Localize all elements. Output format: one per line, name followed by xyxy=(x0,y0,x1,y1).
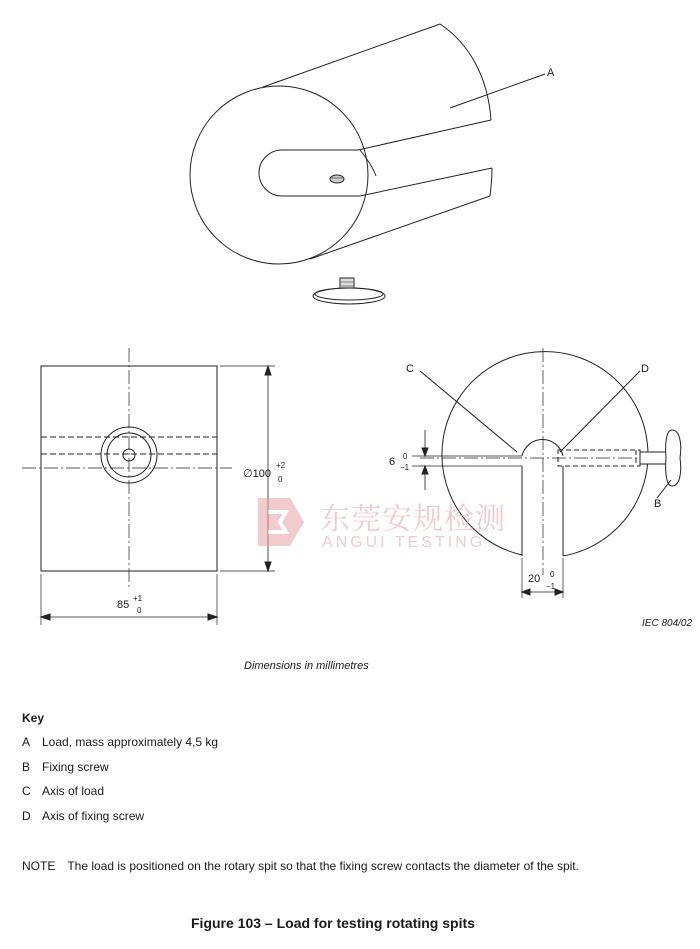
key-item xyxy=(22,760,109,774)
height-tol-upper: 0 xyxy=(403,452,408,461)
iec-reference: IEC 804/02 xyxy=(642,618,693,629)
key-letter: D xyxy=(22,809,31,823)
label-c: C xyxy=(406,363,414,375)
isometric-view xyxy=(190,24,545,304)
key-item xyxy=(22,784,104,798)
slot-tol-upper: 0 xyxy=(550,570,555,579)
diameter-tol-lower: 0 xyxy=(278,475,283,484)
dim-width-value: 85 xyxy=(117,599,130,611)
key-text: Fixing screw xyxy=(42,760,109,774)
side-view xyxy=(412,348,681,598)
diameter-value: 100 xyxy=(252,468,271,480)
dim-height-value: 6 xyxy=(389,456,396,468)
key-letter: B xyxy=(22,760,31,774)
key-letter: C xyxy=(22,784,31,798)
figure-caption: Figure 103 – Load for testing rotating spits xyxy=(191,915,475,931)
key-text: Load, mass approximately 4,5 kg xyxy=(42,735,219,749)
note-label: NOTE xyxy=(22,859,56,873)
key-item xyxy=(22,735,218,749)
key-text: Axis of fixing screw xyxy=(42,809,145,823)
slot-tol-lower: −1 xyxy=(546,582,556,591)
width-tol-lower: 0 xyxy=(137,606,142,615)
diameter-symbol: ∅ xyxy=(243,468,253,480)
dim-slot-value: 20 xyxy=(528,573,541,585)
key-title: Key xyxy=(22,711,45,725)
height-tol-lower: −1 xyxy=(400,463,410,472)
key-text: Axis of load xyxy=(42,784,105,798)
key-letter: A xyxy=(22,735,31,749)
width-tol-upper: +1 xyxy=(133,594,143,603)
label-b: B xyxy=(654,498,662,510)
label-d: D xyxy=(641,363,649,375)
diameter-tol-upper: +2 xyxy=(276,461,286,470)
watermark-en: ANGUI TESTING xyxy=(322,534,486,551)
note-text: The load is positioned on the rotary spit so that the fixing screw contacts the diameter of the spit. xyxy=(67,859,579,873)
label-a: A xyxy=(547,67,555,79)
dims-note: Dimensions in millimetres xyxy=(244,660,369,672)
watermark-logo xyxy=(258,498,304,546)
watermark-cn: 东莞安规检测 xyxy=(320,502,506,537)
note xyxy=(22,859,579,873)
dim-diameter xyxy=(243,467,271,480)
key-item xyxy=(22,809,144,823)
front-view xyxy=(22,348,275,625)
